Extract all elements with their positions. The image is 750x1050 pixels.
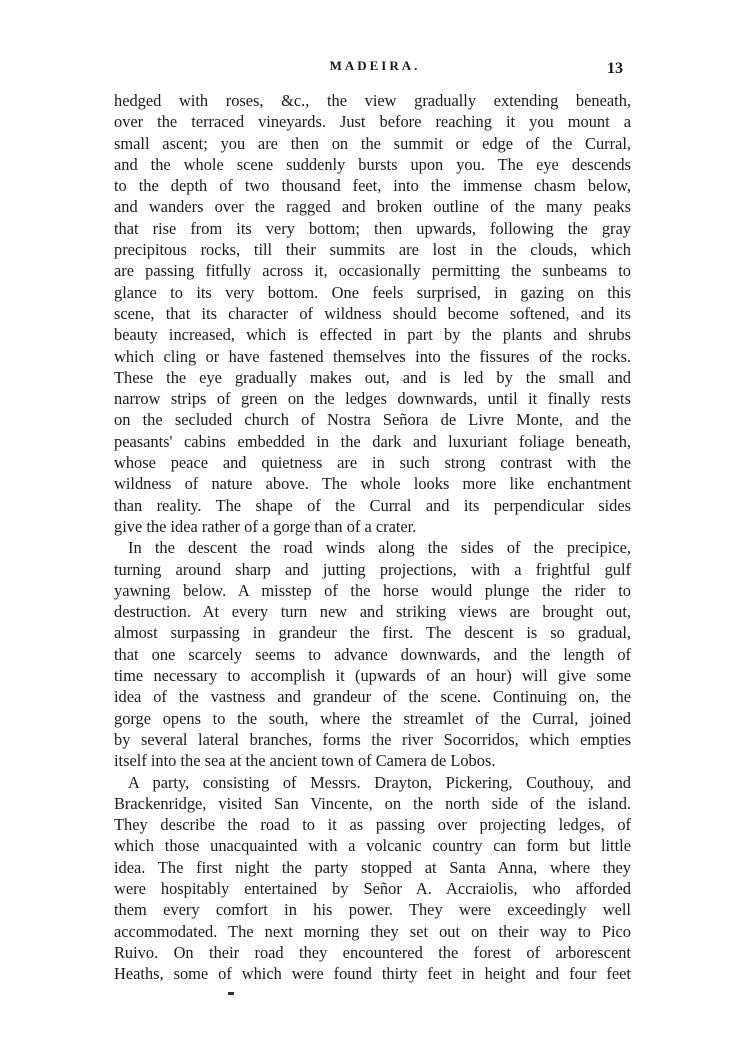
text-line: almost surpassing in grandeur the first. The descent is so gradual, (114, 623, 631, 643)
text-line: accommodated. The next morning they set out on their way to Pico (114, 921, 631, 941)
running-head: MADEIRA. (329, 58, 421, 73)
text-line: give the idea rather of a gorge than of a crater. (114, 516, 417, 536)
text-line: precipitous rocks, till their summits are lost in the clouds, which (114, 240, 631, 260)
text-line: were hospitably entertained by Señor A. Accraiolis, who afforded (114, 878, 631, 898)
text-line: destruction. At every turn new and striking views are brought out, (114, 602, 631, 622)
text-line: are passing fitfully across it, occasionally permitting the sunbeams to (114, 261, 631, 281)
text-line: that one scarcely seems to advance downwards, and the length of (114, 644, 631, 664)
text-line: and wanders over the ragged and broken outline of the many peaks (114, 197, 631, 217)
text-line: Heaths, some of which were found thirty feet in height and four feet (114, 964, 631, 984)
text-line: They describe the road to it as passing over projecting ledges, of (114, 815, 631, 835)
text-line: to the depth of two thousand feet, into the immense chasm below, (114, 176, 631, 196)
text-line: Brackenridge, visited San Vincente, on the north side of the island. (114, 793, 631, 813)
text-line: idea of the vastness and grandeur of the scene. Continuing on, the (114, 687, 631, 707)
text-line: glance to its very bottom. One feels surprised, in gazing on this (114, 282, 631, 302)
text-line: A party, consisting of Messrs. Drayton, Pickering, Couthouy, and (128, 772, 631, 792)
text-line: which those unacquainted with a volcanic country can form but little (114, 836, 631, 856)
page-number: 13 (607, 60, 623, 77)
text-line: over the terraced vineyards. Just before reaching it you mount a (114, 112, 631, 132)
text-line: gorge opens to the south, where the streamlet of the Curral, joined (114, 708, 631, 728)
text-line: idea. The first night the party stopped at Santa Anna, where they (114, 857, 631, 877)
signature-mark (228, 992, 234, 995)
text-line: and the whole scene suddenly bursts upon you. The eye descends (114, 154, 631, 174)
text-line: These the eye gradually makes out, and is led by the small and (114, 367, 631, 387)
text-line: narrow strips of green on the ledges downwards, until it finally rests (114, 389, 631, 409)
text-line: yawning below. A misstep of the horse would plunge the rider to (114, 580, 631, 600)
text-line: than reality. The shape of the Curral and its perpendicular sides (114, 495, 631, 515)
text-line: itself into the sea at the ancient town of Camera de Lobos. (114, 751, 496, 771)
text-line: by several lateral branches, forms the river Socorridos, which empties (114, 729, 631, 749)
text-line: beauty increased, which is effected in part by the plants and shrubs (114, 325, 631, 345)
body-text (114, 90, 631, 984)
text-line: scene, that its character of wildness should become softened, and its (114, 303, 631, 323)
text-line: time necessary to accomplish it (upwards of an hour) will give some (114, 666, 631, 686)
text-line: small ascent; you are then on the summit or edge of the Curral, (114, 133, 631, 153)
text-line: peasants' cabins embedded in the dark and luxuriant foliage beneath, (114, 431, 631, 451)
text-line: Ruivo. On their road they encountered the forest of arborescent (114, 942, 631, 962)
text-line: them every comfort in his power. They were exceedingly well (114, 900, 631, 920)
text-line: In the descent the road winds along the sides of the precipice, (128, 538, 631, 558)
text-line: hedged with roses, &c., the view gradually extending beneath, (114, 91, 631, 110)
text-line: that rise from its very bottom; then upwards, following the gray (114, 218, 631, 238)
text-line: turning around sharp and jutting projections, with a frightful gulf (114, 559, 631, 579)
text-line: whose peace and quietness are in such strong contrast with the (114, 453, 631, 473)
text-line: which cling or have fastened themselves into the fissures of the rocks. (114, 346, 631, 366)
text-line: wildness of nature above. The whole looks more like enchantment (114, 474, 631, 494)
text-line: on the secluded church of Nostra Señora de Livre Monte, and the (114, 410, 631, 430)
